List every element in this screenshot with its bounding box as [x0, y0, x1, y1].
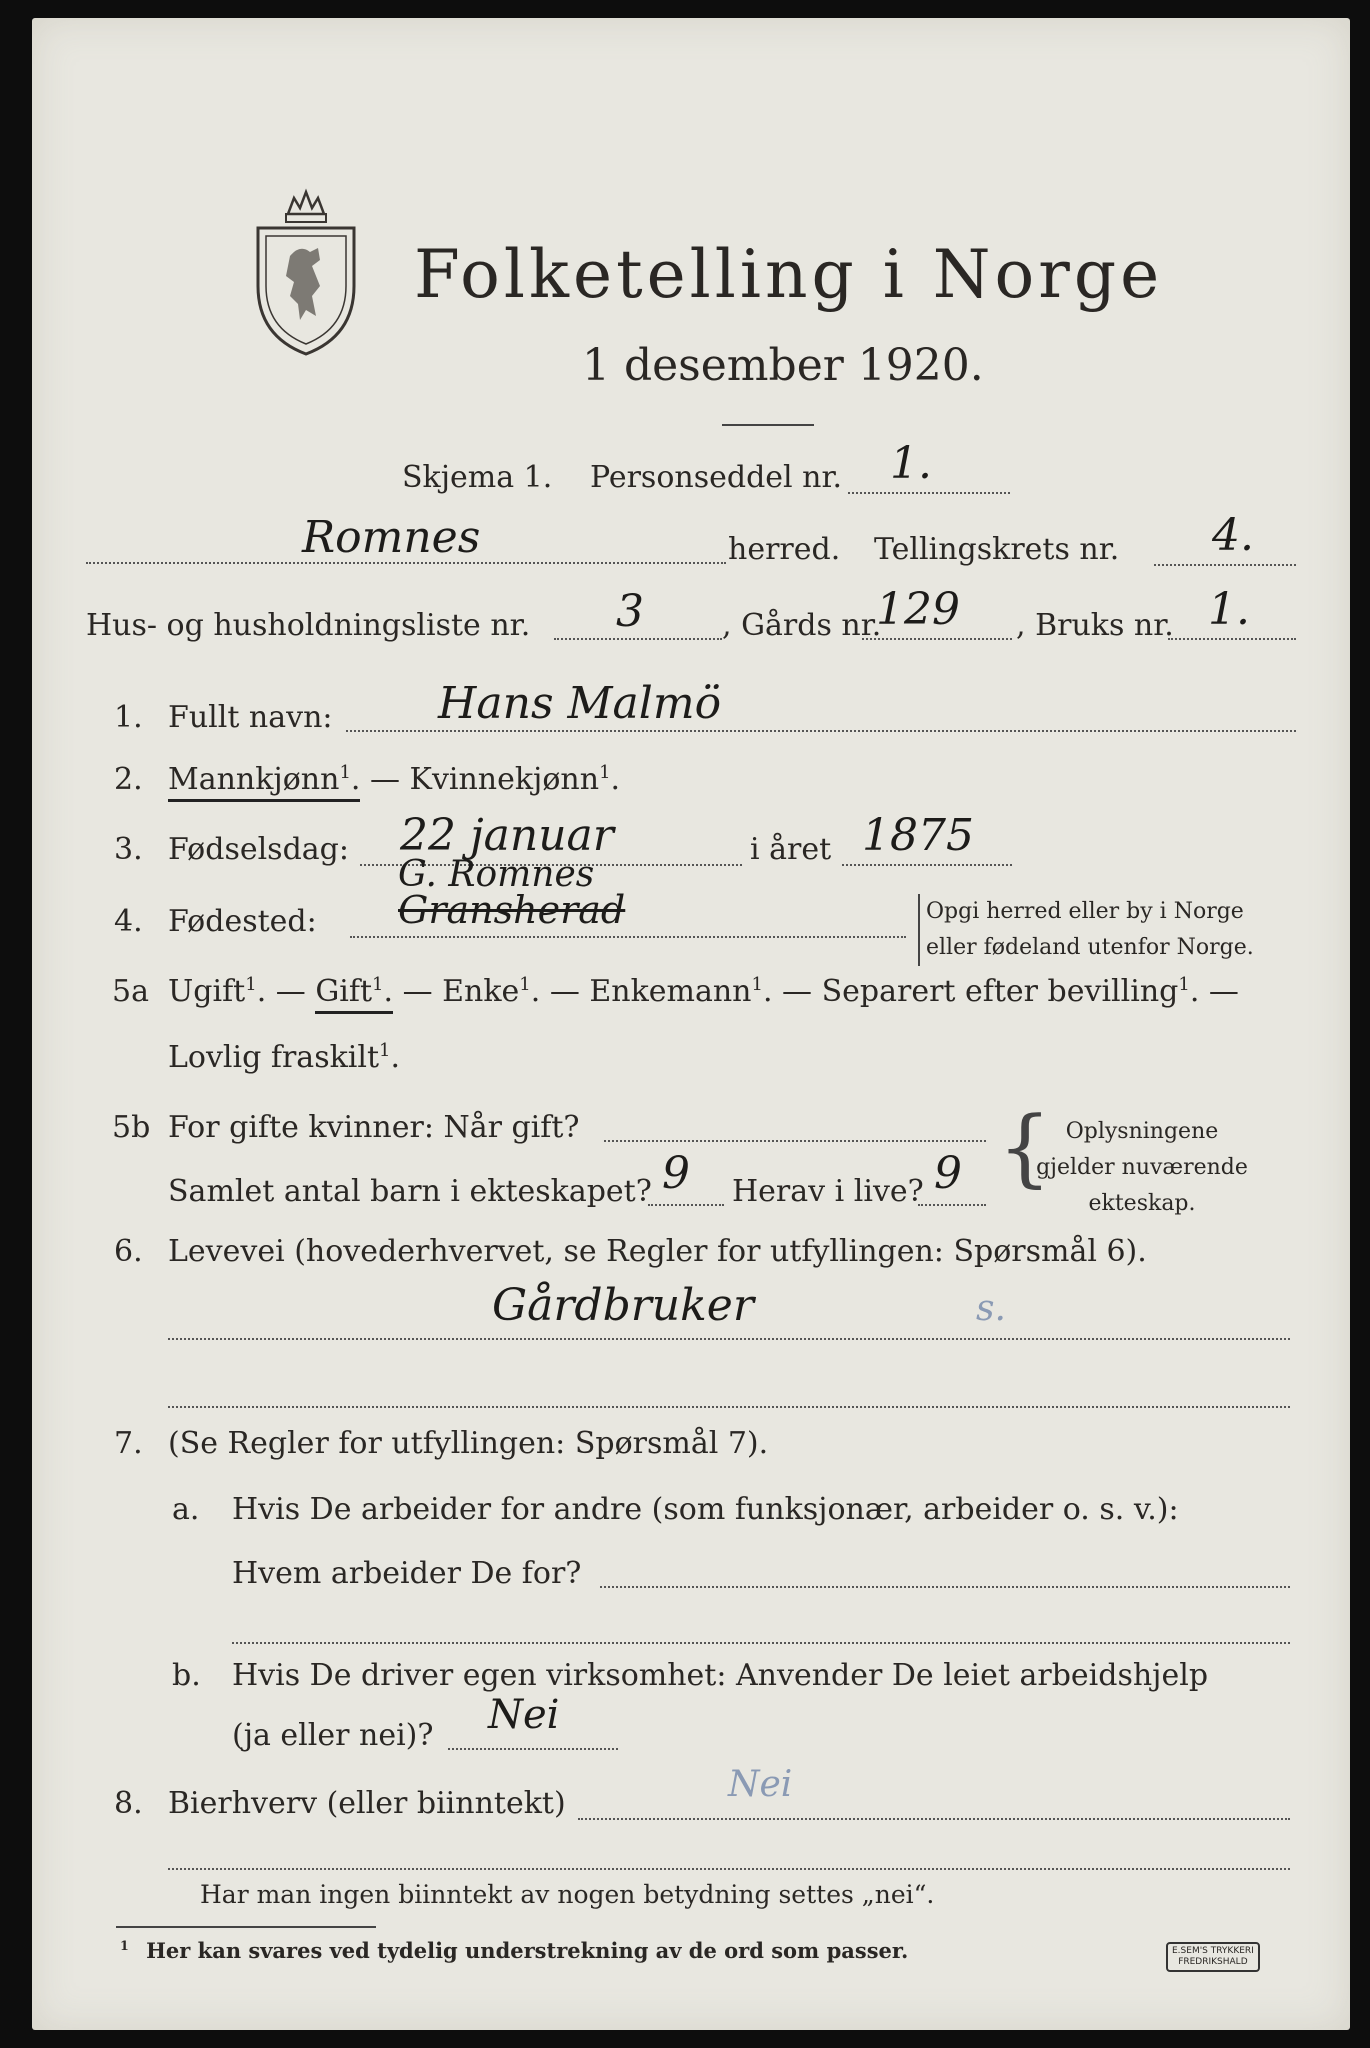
q3-value: 22 januar [400, 810, 614, 861]
q5a-enkemann: Enkemann$^1$. [589, 974, 773, 1009]
q5a-fraskilt: Lovlig fraskilt$^1$. [168, 1040, 401, 1075]
q5a-enke: Enke$^1$. [442, 974, 541, 1009]
q4-note-line1: Opgi herred eller by i Norge [926, 899, 1244, 924]
norway-coat-of-arms-icon [250, 186, 362, 358]
q6-value: Gårdbruker [492, 1280, 754, 1331]
q3-label: Fødselsdag: [168, 832, 349, 867]
q1-label: Fullt navn: [168, 700, 333, 735]
gards-value: 129 [876, 584, 960, 635]
personseddel-value: 1. [890, 438, 932, 489]
q3-year-label: i året [750, 832, 832, 867]
q5a-ugift: Ugift$^1$. [168, 974, 267, 1009]
q7b-value: Nei [488, 1692, 560, 1738]
printer-stamp-line1: E.SEM'S TRYKKERI [1172, 1946, 1254, 1956]
footnote-divider [116, 1926, 376, 1928]
q7b-text: Hvis De driver egen virksomhet: Anvender De leiet arbeidshjelp [232, 1658, 1209, 1693]
q7b-line [448, 1748, 618, 1750]
q5b-barn-line [648, 1204, 724, 1206]
q2-dash: — [369, 762, 400, 797]
schema-label: Skjema 1. [402, 460, 553, 495]
q2-female-option: Kvinnekjønn$^1$. [409, 762, 621, 797]
q8-line-1 [578, 1818, 1290, 1820]
q5b-barn-label: Samlet antal barn i ekteskapet? [168, 1174, 652, 1209]
form-title: Folketelling i Norge [414, 236, 1164, 313]
q3-number: 3. [114, 832, 143, 867]
hus-line [554, 638, 722, 640]
q6-line-2 [168, 1406, 1290, 1408]
q7b-letter: b. [172, 1658, 201, 1693]
q8-value: Nei [728, 1764, 793, 1805]
q1-line [346, 730, 1296, 732]
q5a-separert: Separert efter bevilling$^1$. [821, 974, 1200, 1009]
q7b-sub: (ja eller nei)? [232, 1718, 434, 1753]
q2-male-option: Mannkjønn$^1$. [168, 762, 360, 802]
q4-label: Fødested: [168, 904, 317, 939]
q6-number: 6. [114, 1234, 143, 1269]
bruks-label: , Bruks nr. [1016, 608, 1174, 643]
tellingskrets-value: 4. [1212, 510, 1254, 561]
q8-label: Bierhverv (eller biinntekt) [168, 1786, 566, 1821]
q7-label: (Se Regler for utfyllingen: Spørsmål 7). [168, 1426, 769, 1461]
q3-year-value: 1875 [862, 810, 974, 861]
q5b-note-line3: ekteskap. [1088, 1191, 1196, 1216]
q6-code: s. [976, 1288, 1006, 1329]
q6-line-1 [168, 1338, 1290, 1340]
q5b-line [604, 1140, 986, 1142]
q7a-sub: Hvem arbeider De for? [232, 1556, 582, 1591]
q5b-barn-value: 9 [662, 1148, 690, 1199]
q5b-live-line [918, 1204, 986, 1206]
q4-number: 4. [114, 904, 143, 939]
q7a-text: Hvis De arbeider for andre (som funksjonær, arbeider o. s. v.): [232, 1492, 1179, 1527]
q5b-note-line2: gjelder nuværende [1036, 1155, 1248, 1180]
q4-note [918, 894, 1254, 966]
q4-value: G. Romnes [398, 854, 595, 895]
footnote [120, 1938, 908, 1963]
q8-number: 8. [114, 1786, 143, 1821]
q5a-gift: Gift$^1$. [315, 974, 393, 1014]
gards-label: , Gårds nr. [722, 608, 882, 643]
q5b-label: For gifte kvinner: Når gift? [168, 1110, 580, 1145]
herred-value: Romnes [302, 512, 481, 563]
census-date: 1 desember 1920. [582, 340, 984, 391]
q5b-live-label: Herav i live? [732, 1174, 924, 1209]
gards-line [862, 638, 1012, 640]
q4-line [350, 936, 906, 938]
q7a-letter: a. [172, 1492, 200, 1527]
tellingskrets-label: Tellingskrets nr. [874, 532, 1120, 567]
q5b-note-line1: Oplysningene [1065, 1119, 1219, 1144]
q2-number: 2. [114, 762, 143, 797]
q4-note-line2: eller fødeland utenfor Norge. [926, 935, 1254, 960]
q3-year-line [842, 864, 1012, 866]
hus-label: Hus- og husholdningsliste nr. [86, 608, 531, 643]
q7a-line-1 [600, 1586, 1290, 1588]
q5b-live-value: 9 [934, 1148, 962, 1199]
printer-stamp-line2: FREDRIKSHALD [1178, 1957, 1248, 1967]
herred-label: herred. [728, 532, 841, 567]
q1-number: 1. [114, 700, 143, 735]
q8-line-2 [168, 1868, 1290, 1870]
note-nei: Har man ingen biinntekt av nogen betydning settes „nei“. [200, 1880, 935, 1909]
q5a-number: 5a [112, 974, 149, 1009]
footnote-mark: 1 [120, 1938, 129, 1953]
bruks-line [1168, 638, 1296, 640]
q6-label: Levevei (hovederhvervet, se Regler for utfyllingen: Spørsmål 6). [168, 1234, 1147, 1269]
q7-number: 7. [114, 1426, 143, 1461]
footnote-text: Her kan svares ved tydelig understrekning av de ord som passer. [146, 1938, 909, 1963]
hus-value: 3 [616, 586, 644, 637]
title-divider [722, 424, 814, 426]
q5b-note [1032, 1114, 1252, 1222]
printer-stamp [1166, 1942, 1260, 1972]
q7a-line-2 [232, 1642, 1290, 1644]
census-form-page [32, 18, 1350, 2030]
q4-value-struck: Gransherad [398, 888, 626, 932]
personseddel-label: Personseddel nr. [590, 460, 843, 495]
q2-options [168, 762, 620, 797]
q5a-options: Ugift$^1$. — Gift$^1$. — Enke$^1$. — Enkemann$^1$. — Separert efter bevilling$^1$. — [168, 974, 1239, 1009]
q5b-brace: { [998, 1098, 1052, 1196]
personseddel-line [848, 492, 1010, 494]
q5b-number: 5b [112, 1110, 151, 1145]
tellingskrets-line [1154, 564, 1296, 566]
q1-value: Hans Malmö [438, 678, 722, 729]
bruks-value: 1. [1208, 584, 1250, 635]
